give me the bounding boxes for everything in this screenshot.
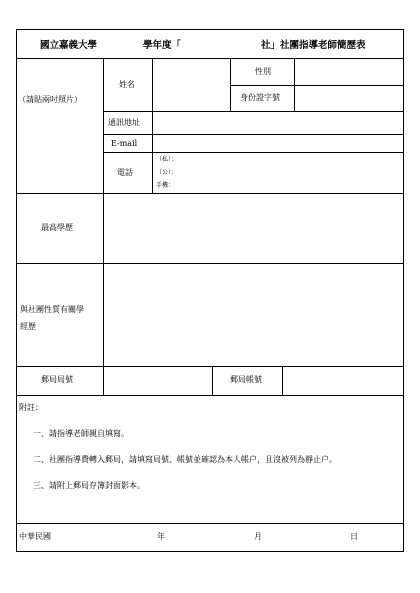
name-label: 姓名	[119, 80, 135, 89]
rule-left	[16, 29, 17, 552]
id-number-label: 身份證字號	[240, 93, 280, 102]
date-day-label: 日	[350, 532, 358, 541]
id-number-field[interactable]	[295, 86, 402, 111]
phone-label: 電話	[117, 168, 133, 177]
rule-name-value-right	[230, 58, 231, 112]
post-office-number-field[interactable]	[104, 367, 212, 395]
university-name: 國立嘉義大學	[40, 40, 98, 51]
photo-placeholder-label: （請貼兩吋照片）	[18, 95, 82, 104]
education-field[interactable]	[104, 194, 402, 263]
rule-bottom	[16, 551, 403, 552]
address-label: 通訊地址	[108, 118, 140, 127]
email-label: E-mail	[111, 139, 138, 148]
academic-year-label: 學年度「	[143, 40, 182, 51]
note-item-1: 一、請指導老師親自填寫。	[33, 429, 129, 438]
email-field[interactable]	[153, 135, 402, 152]
phone-private-label: （私）：	[156, 156, 178, 163]
rule-right	[403, 29, 404, 552]
phone-office-label: （公）：	[156, 169, 178, 176]
notes-title: 附註：	[19, 403, 43, 412]
form-title: 社」社團指導老師簡歷表	[261, 40, 366, 51]
post-account-label: 郵局帳號	[230, 375, 262, 384]
gender-label: 性別	[255, 67, 271, 76]
address-field[interactable]	[153, 112, 402, 134]
experience-label-line1: 與社團性質有關學	[20, 305, 84, 314]
rule-postal-bottom	[16, 395, 403, 396]
phone-mobile-label: 手機：	[156, 182, 175, 189]
experience-field[interactable]	[104, 264, 402, 366]
education-label: 最高學歷	[41, 223, 73, 232]
gender-field[interactable]	[295, 59, 402, 84]
date-year-label: 年	[157, 532, 165, 541]
date-era-label: 中華民國	[19, 532, 51, 541]
note-item-2: 二、社團指導費轉入郵局，請填寫局號、帳號並確認為本人帳户，且沒被列為靜止户。	[33, 455, 337, 464]
experience-label-line2: 經歷	[20, 322, 36, 331]
note-item-3: 三、請附上郵局存簿封面影本。	[33, 481, 145, 490]
name-field[interactable]	[153, 59, 229, 111]
post-office-number-label: 郵局局號	[41, 375, 73, 384]
rule-email-bottom	[103, 152, 403, 153]
date-month-label: 月	[254, 532, 262, 541]
rule-top	[16, 29, 403, 30]
post-account-field[interactable]	[283, 367, 402, 395]
rule-notes-bottom	[16, 523, 403, 524]
rule-postno-value-right	[212, 366, 213, 396]
